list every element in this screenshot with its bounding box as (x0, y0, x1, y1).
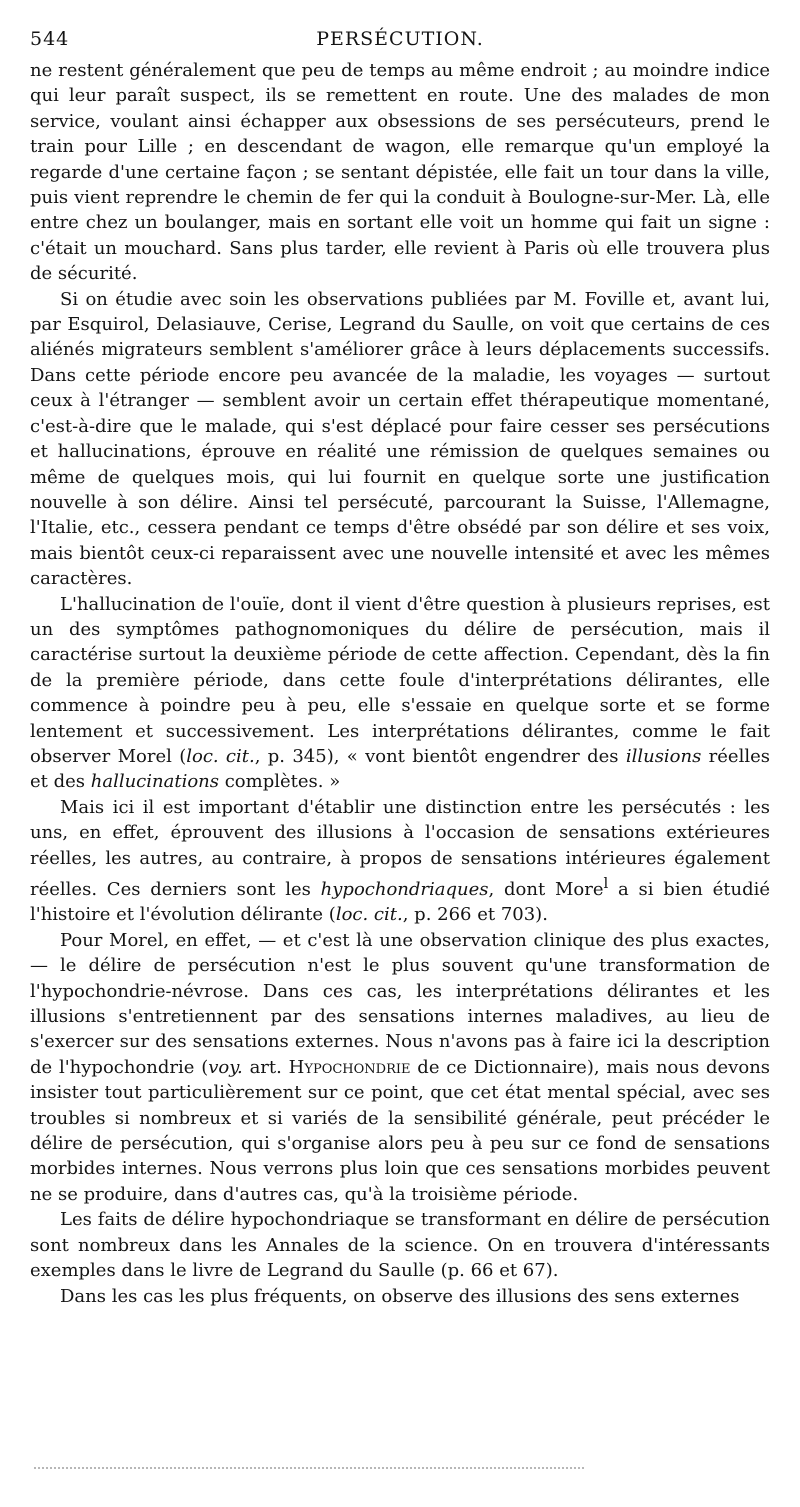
paragraph-3-text-c: , p. 345), « vont bientôt engendrer des (254, 745, 626, 767)
paragraph-1: ne restent généralement que peu de temps au même endroit ; au moindre indice qui leur paraît suspect, ils se remettent en route. Une des malades de mon service, voulant ainsi échapper aux obsessions de ses persécuteurs, prend le train pour Lille ; en descendant de wagon, elle remarque qu'un employé la regarde d'une certaine façon ; se sentant dépistée, elle fait un tour dans la ville, puis vient reprendre le chemin de fer qui la conduit à Boulogne-sur-Mer. Là, elle entre chez un boulanger, mais en sortant elle voit un homme qui fait un signe : c'était un mouchard. Sans plus tarder, elle revient à Paris où elle trouvera plus de sécurité. (30, 60, 770, 285)
paragraph-4-citation: loc. cit. (335, 904, 403, 926)
bottom-bleed-through-rule (34, 1467, 584, 1469)
paragraph-5-text-a: Pour Morel, en effet, — et c'est là une observation clinique des plus exactes, — le délire de persécution n'est le plus souvent qu'une transformation de l'hypochondrie-névrose. Dans ces cas, les interprétations délirantes et les illusions s'entretiennent par des sensations internes maladives, au lieu de s'exercer sur des sensations externes. Nous n'avons pas à faire ici la description de l'hypochondrie ( (30, 929, 770, 1078)
paragraph-5 (30, 928, 770, 1207)
paragraph-7: Dans les cas les plus fréquents, on observe des illusions des sens externes (60, 1285, 740, 1307)
paragraph-4-text-g: , p. 266 et 703). (402, 904, 548, 926)
paragraph-5-article-ref: Hypochondrie (288, 1056, 411, 1078)
page-number: 544 (30, 28, 70, 50)
paragraph-5-text-e: de ce Dictionnaire), mais nous devons insister tout particulièrement sur ce point, que cet état mental spécial, avec ses troubles si nombreux et si variés de la sensibilité générale, peut précéder le délire de persécution, qui s'organise alors peu à peu sur ce fond de sensations morbides internes. Nous verrons plus loin que ces sensations morbides peuvent ne se produire, dans d'autres cas, qu'à la troisième période. (30, 1056, 771, 1205)
paragraph-3 (30, 592, 770, 795)
paragraph-3-text-g: complètes. » (219, 771, 341, 793)
paragraph-3-term-illusions: illusions (625, 745, 702, 767)
book-page (30, 28, 770, 1309)
paragraph-3-citation: loc. cit. (186, 745, 255, 767)
paragraph-4 (30, 795, 770, 928)
paragraph-6: Les faits de délire hypochondriaque se transformant en délire de persécution sont nombreux dans les Annales de la science. On en trouvera d'intéressants exemples dans le livre de Legrand du Saulle (p. 66 et 67). (30, 1209, 770, 1282)
paragraph-3-text-a: L'hallucination de l'ouïe, dont il vient d'être question à plusieurs reprises, est un des symptômes pathognomoniques du délire de persécution, mais il caractérise surtout la deuxième période de cette affection. Cependant, dès la fin de la première période, dans cette foule d'interprétations délirantes, elle commence à poindre peu à peu, elle s'essaie en quelque sorte et se forme lentement et successivement. Les interprétations délirantes, comme le fait observer Morel ( (30, 593, 770, 767)
paragraph-3-term-hallucinations: hallucinations (90, 771, 219, 793)
paragraph-4-text-a: Mais ici il est important d'établir une distinction entre les persécutés : les uns, en effet, éprouvent des illusions à l'occasion de sensations extérieures réelles, les autres, au contraire, à propos de sensations intérieures également réelles. Ces derniers sont les (30, 796, 770, 900)
paragraph-4-term-hypochondriaques: hypochondriaques (320, 879, 489, 900)
paragraph-4-text-c: , dont More (488, 879, 604, 900)
running-title: PERSÉCUTION. (316, 28, 484, 50)
running-header (30, 28, 770, 58)
body-text (30, 58, 770, 1309)
paragraph-5-voy: voy. (208, 1056, 243, 1078)
paragraph-4-superscript: l (603, 874, 609, 892)
paragraph-3-text-e: réelles et des (30, 745, 770, 793)
paragraph-4-text-e: a si bien étudié l'histoire et l'évolution délirante ( (30, 879, 770, 926)
paragraph-5-text-c: art. (242, 1056, 289, 1078)
paragraph-2: Si on étudie avec soin les observations publiées par M. Foville et, avant lui, par Esquirol, Delasiauve, Cerise, Legrand du Saulle, on voit que certains de ces aliénés migrateurs semblent s'améliorer grâce à leurs déplacements successifs. Dans cette période encore peu avancée de la maladie, les voyages — surtout ceux à l'étranger — semblent avoir un certain effet thérapeutique momentané, c'est-à-dire que le malade, qui s'est déplacé pour faire cesser ses persécutions et hallucinations, éprouve en réalité une rémission de quelques semaines ou même de quelques mois, qui lui fournit en quelque sorte une justification nouvelle à son délire. Ainsi tel persécuté, parcourant la Suisse, l'Allemagne, l'Italie, etc., cessera pendant ce temps d'être obsédé par son délire et ses voix, mais bientôt ceux-ci reparaissent avec une nouvelle intensité et avec les mêmes caractères. (30, 288, 770, 590)
